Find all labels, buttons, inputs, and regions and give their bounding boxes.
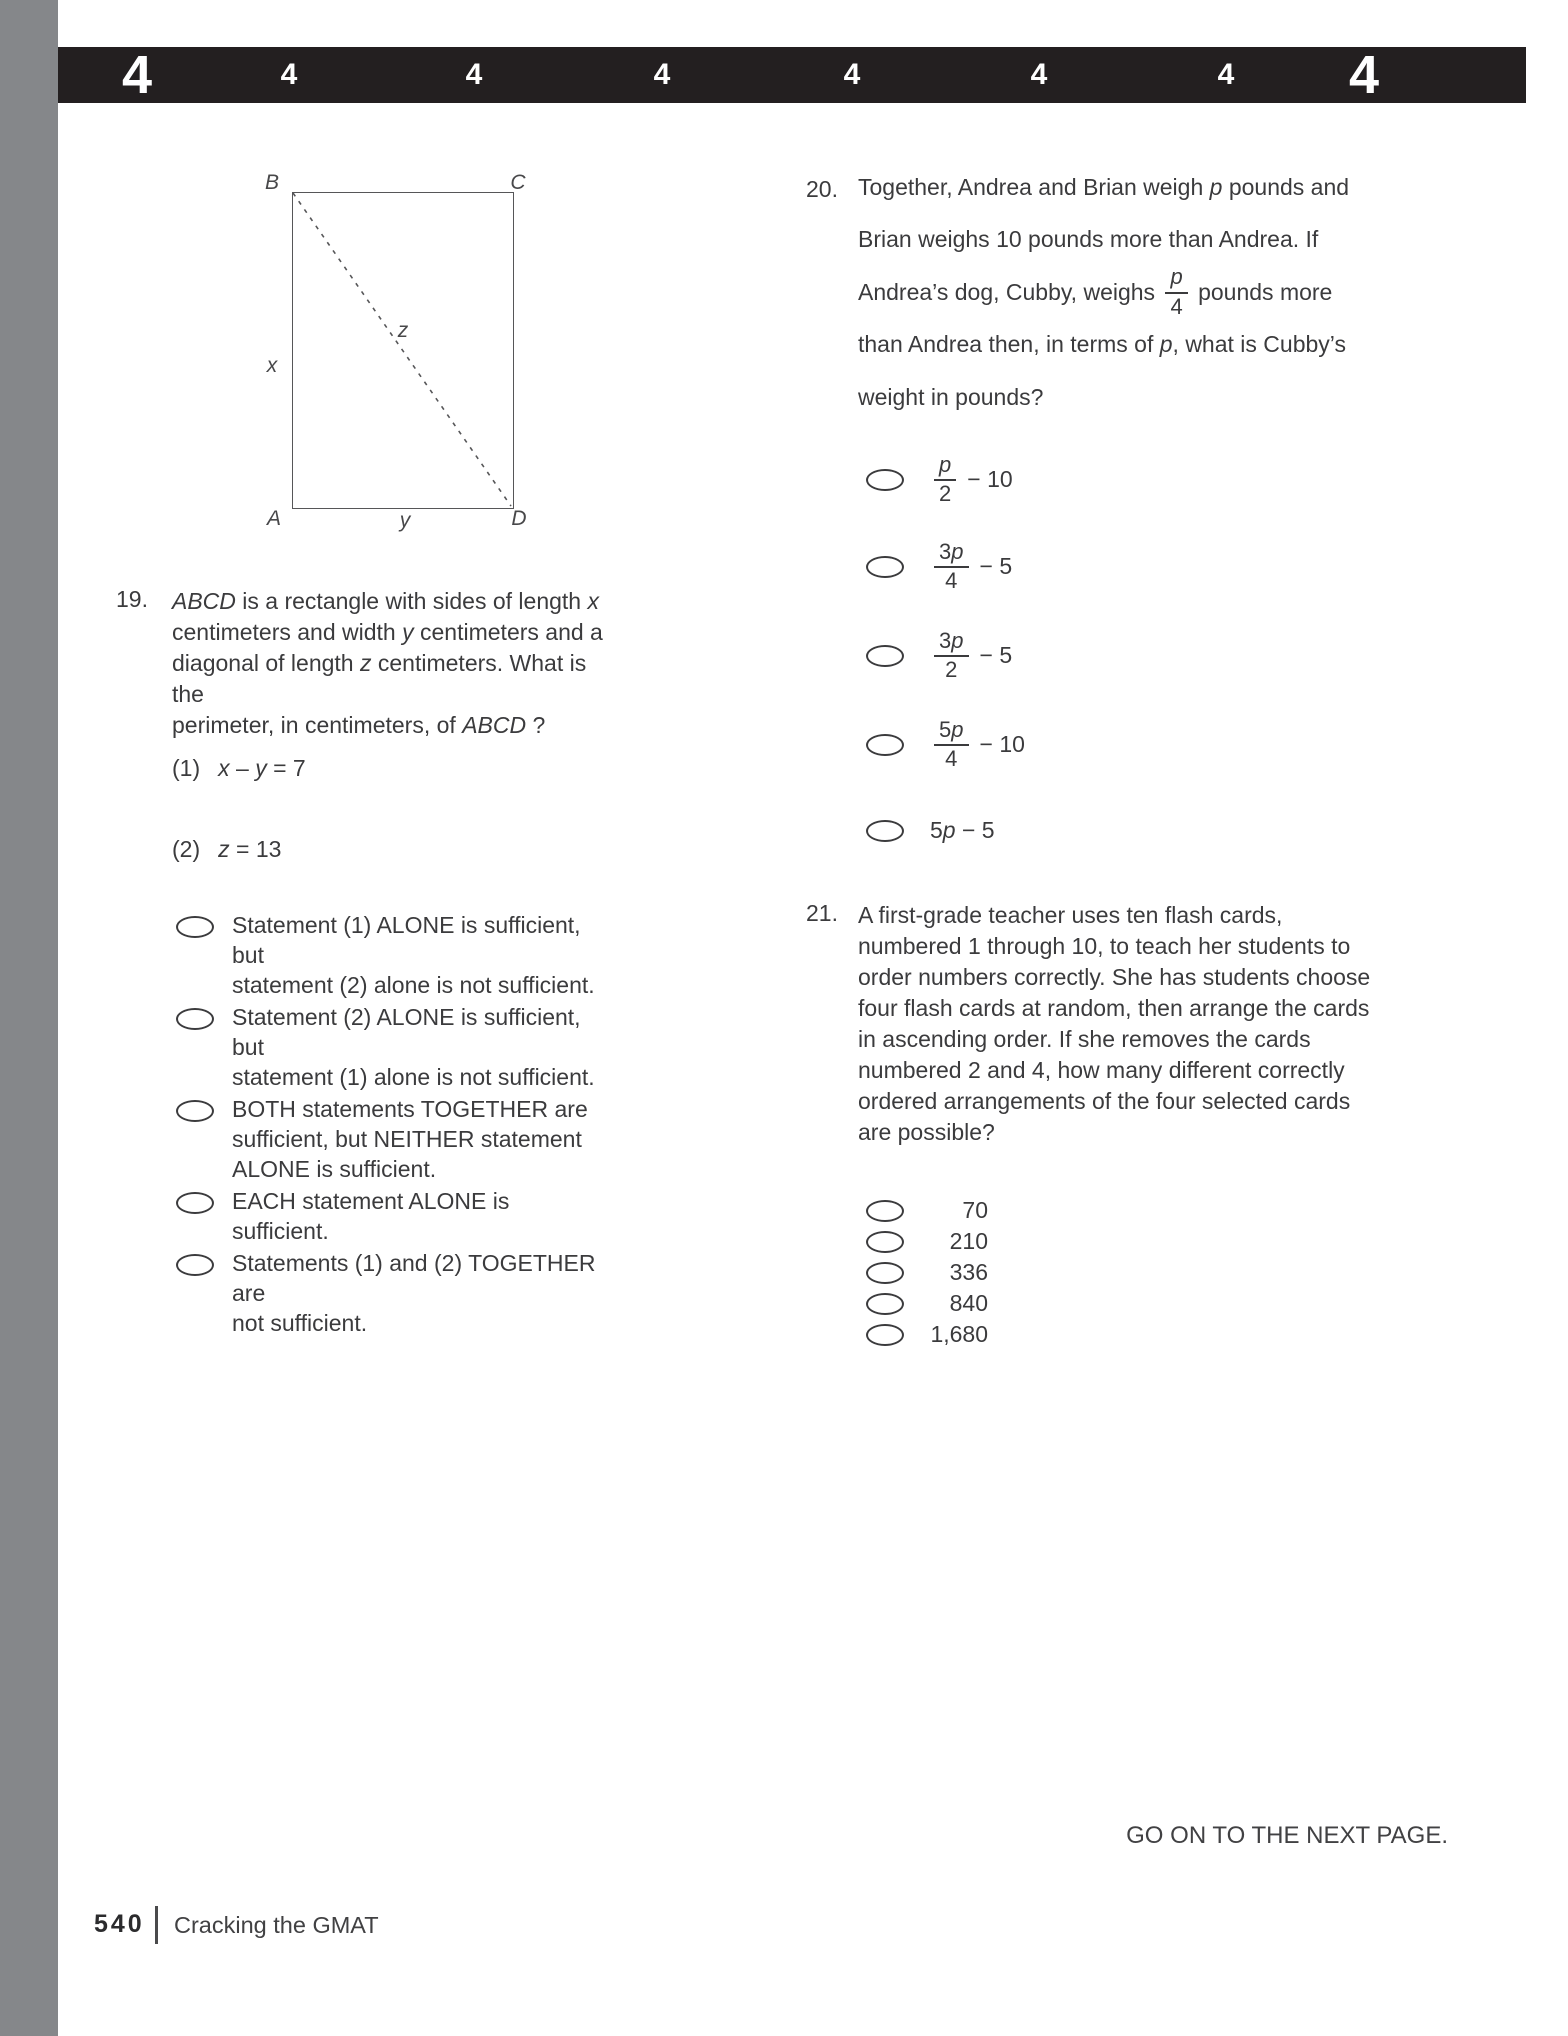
question-line: are possible? bbox=[858, 1119, 995, 1145]
statement-label: (1) bbox=[172, 755, 201, 781]
answer-option-c bbox=[866, 630, 1012, 682]
text-run: Brian weighs 10 pounds more than Andrea. If bbox=[858, 226, 1319, 253]
question-line bbox=[858, 161, 1349, 214]
answer-expression bbox=[930, 719, 1025, 771]
option-line: EACH statement ALONE is sufficient. bbox=[232, 1188, 510, 1244]
answer-option-e bbox=[176, 1248, 612, 1338]
side-label-y: y bbox=[399, 509, 411, 532]
statement-label: (2) bbox=[172, 836, 201, 862]
answer-option-b bbox=[176, 1002, 612, 1092]
fraction bbox=[934, 541, 969, 593]
answer-bubble[interactable] bbox=[866, 734, 904, 756]
option-line: Statements (1) and (2) TOGETHER are bbox=[232, 1250, 596, 1306]
text-run: Together, Andrea and Brian weigh bbox=[858, 173, 1210, 200]
statement-2 bbox=[172, 836, 281, 863]
answer-option-d bbox=[176, 1186, 612, 1246]
option-line: statement (2) alone is not sufficient. bbox=[232, 972, 595, 998]
text-run: Andrea’s dog, Cubby, weighs bbox=[858, 278, 1162, 305]
question-line: numbered 2 and 4, how many different correctly bbox=[858, 1057, 1345, 1083]
expression-suffix: − 5 bbox=[979, 553, 1013, 580]
text-run: perimeter, in centimeters, of bbox=[172, 712, 463, 738]
question-line: numbered 1 through 10, to teach her students to bbox=[858, 933, 1351, 959]
vertex-label-c: C bbox=[510, 171, 526, 194]
fraction-denominator: 2 bbox=[939, 481, 952, 507]
go-on-instruction: GO ON TO THE NEXT PAGE. bbox=[1126, 1822, 1448, 1849]
answer-option-a bbox=[176, 910, 612, 1000]
expression-suffix: − 10 bbox=[967, 466, 1013, 493]
question-number: 20. bbox=[806, 176, 838, 202]
fraction bbox=[934, 630, 969, 682]
answer-option-c bbox=[866, 1257, 988, 1288]
expression-suffix: − 10 bbox=[979, 731, 1025, 758]
section-number-large: 4 bbox=[1348, 45, 1380, 105]
q21-answer-options bbox=[866, 1195, 988, 1350]
answer-bubble[interactable] bbox=[866, 1324, 904, 1346]
section-number: 4 bbox=[1217, 58, 1235, 91]
answer-bubble[interactable] bbox=[176, 1100, 214, 1122]
answer-bubble[interactable] bbox=[176, 1008, 214, 1030]
answer-bubble[interactable] bbox=[866, 645, 904, 667]
inline-fraction bbox=[1165, 266, 1187, 318]
answer-option-d bbox=[866, 719, 1025, 771]
answer-option-label bbox=[232, 1002, 612, 1092]
fraction-denominator: 4 bbox=[945, 568, 958, 594]
text-run: centimeters and a bbox=[413, 619, 603, 645]
section-number: 4 bbox=[280, 58, 298, 91]
fraction bbox=[934, 454, 956, 506]
answer-bubble[interactable] bbox=[176, 916, 214, 938]
question-line bbox=[858, 214, 1349, 267]
vertex-label-d: D bbox=[511, 507, 527, 530]
text-run: pounds more bbox=[1191, 278, 1333, 305]
section-number: 4 bbox=[843, 58, 861, 91]
option-line: Statement (1) ALONE is sufficient, but bbox=[232, 912, 581, 968]
text-run: centimeters. What is the bbox=[172, 650, 587, 707]
math-var: x bbox=[587, 588, 599, 614]
question-line: four flash cards at random, then arrange the cards bbox=[858, 995, 1370, 1021]
answer-bubble[interactable] bbox=[866, 1262, 904, 1284]
vertex-label-b: B bbox=[264, 171, 280, 194]
section-header-bar bbox=[58, 47, 1526, 103]
question-line bbox=[858, 319, 1349, 372]
option-line: sufficient, but NEITHER statement bbox=[232, 1126, 582, 1152]
answer-bubble[interactable] bbox=[176, 1254, 214, 1276]
question-text bbox=[172, 586, 612, 741]
math-var: p bbox=[1159, 331, 1173, 358]
answer-option-label bbox=[232, 1094, 612, 1184]
question-line bbox=[172, 710, 612, 741]
question-line: ordered arrangements of the four selected cards bbox=[858, 1088, 1351, 1114]
fraction-denominator: 4 bbox=[1170, 293, 1183, 319]
question-line bbox=[172, 586, 612, 617]
section-number: 4 bbox=[1030, 58, 1048, 91]
answer-bubble[interactable] bbox=[866, 1293, 904, 1315]
answer-expression: 5p − 5 bbox=[930, 817, 995, 843]
answer-option-label bbox=[232, 910, 612, 1000]
option-line: Statement (2) ALONE is sufficient, but bbox=[232, 1004, 581, 1060]
answer-option-b bbox=[866, 1226, 988, 1257]
answer-option-d bbox=[866, 1288, 988, 1319]
math-op: – bbox=[229, 755, 256, 781]
section-number-large: 4 bbox=[121, 45, 153, 105]
section-number: 4 bbox=[653, 58, 671, 91]
question-line bbox=[858, 266, 1349, 319]
math-var: p bbox=[1209, 173, 1223, 200]
answer-expression bbox=[930, 630, 1012, 682]
fraction-numerator: p bbox=[934, 454, 956, 481]
text-run: weight in pounds? bbox=[858, 383, 1044, 410]
question-text bbox=[858, 900, 1458, 1148]
answer-option-label bbox=[232, 1248, 612, 1338]
answer-bubble[interactable] bbox=[866, 820, 904, 842]
answer-option-label: 70 bbox=[962, 1197, 988, 1223]
answer-option-label: 1,680 bbox=[930, 1321, 988, 1347]
option-line: BOTH statements TOGETHER are bbox=[232, 1096, 588, 1122]
math-var: z bbox=[218, 836, 230, 862]
text-run: , what is Cubby’s bbox=[1172, 331, 1346, 358]
page-number: 540 bbox=[94, 1910, 145, 1938]
math-op: = 7 bbox=[266, 755, 306, 781]
math-var: y bbox=[255, 755, 267, 781]
answer-option-a bbox=[866, 1195, 988, 1226]
math-var: ABCD bbox=[462, 712, 527, 738]
math-var: z bbox=[360, 650, 372, 676]
fraction-numerator: p bbox=[1165, 266, 1187, 293]
diagonal-dashed-line bbox=[292, 192, 512, 507]
question-line bbox=[858, 371, 1349, 424]
side-label-x: x bbox=[266, 354, 278, 377]
page-binding-strip bbox=[0, 0, 58, 2036]
question-line: A first-grade teacher uses ten flash cards, bbox=[858, 902, 1283, 928]
text-run: diagonal of length bbox=[172, 650, 360, 676]
answer-bubble[interactable] bbox=[866, 556, 904, 578]
statement-math bbox=[218, 755, 306, 782]
answer-option-label: 840 bbox=[949, 1290, 988, 1316]
diagonal-label-z: z bbox=[397, 319, 409, 342]
answer-option-e bbox=[866, 817, 995, 844]
question-line bbox=[172, 617, 612, 648]
math-var: ABCD bbox=[172, 588, 236, 614]
fraction-denominator: 4 bbox=[945, 746, 958, 772]
math-var: x bbox=[218, 755, 230, 781]
text-run: is a rectangle with sides of length bbox=[235, 588, 588, 614]
answer-option-a bbox=[866, 454, 1013, 506]
fraction-numerator: 5p bbox=[934, 719, 969, 746]
text-run: than Andrea then, in terms of bbox=[858, 331, 1160, 358]
answer-bubble[interactable] bbox=[176, 1192, 214, 1214]
fraction-numerator: 3p bbox=[934, 630, 969, 657]
math-var: y bbox=[402, 619, 414, 645]
text-run: ? bbox=[526, 712, 546, 738]
question-text bbox=[858, 161, 1349, 424]
expression-suffix: − 5 bbox=[979, 642, 1013, 669]
answer-option-label: 336 bbox=[949, 1259, 988, 1285]
text-run: pounds and bbox=[1222, 173, 1350, 200]
answer-expression bbox=[930, 454, 1013, 506]
fraction bbox=[934, 719, 969, 771]
section-number: 4 bbox=[465, 58, 483, 91]
option-line: statement (1) alone is not sufficient. bbox=[232, 1064, 595, 1090]
fraction-denominator: 2 bbox=[945, 657, 958, 683]
question-number: 21. bbox=[806, 900, 838, 926]
option-line: ALONE is sufficient. bbox=[232, 1156, 437, 1182]
answer-bubble[interactable] bbox=[866, 1231, 904, 1253]
fraction-numerator: 3p bbox=[934, 541, 969, 568]
answer-option-b bbox=[866, 541, 1012, 593]
answer-bubble[interactable] bbox=[866, 1200, 904, 1222]
q19-answer-options bbox=[176, 910, 612, 1340]
book-title: Cracking the GMAT bbox=[174, 1912, 379, 1938]
question-line: order numbers correctly. She has students choose bbox=[858, 964, 1371, 990]
vertex-label-a: A bbox=[266, 507, 282, 530]
answer-option-c bbox=[176, 1094, 612, 1184]
footer-divider bbox=[155, 1906, 158, 1944]
answer-expression bbox=[930, 541, 1012, 593]
option-line: not sufficient. bbox=[232, 1310, 368, 1336]
answer-option-e bbox=[866, 1319, 988, 1350]
answer-option-label: 210 bbox=[949, 1228, 988, 1254]
question-number: 19. bbox=[116, 586, 148, 612]
question-line bbox=[172, 648, 612, 710]
statement-1 bbox=[172, 755, 306, 782]
text-run: centimeters and width bbox=[172, 619, 403, 645]
answer-option-label bbox=[232, 1186, 612, 1246]
question-line: in ascending order. If she removes the cards bbox=[858, 1026, 1311, 1052]
math-op: = 13 bbox=[229, 836, 282, 862]
statement-math bbox=[218, 836, 281, 863]
answer-bubble[interactable] bbox=[866, 469, 904, 491]
